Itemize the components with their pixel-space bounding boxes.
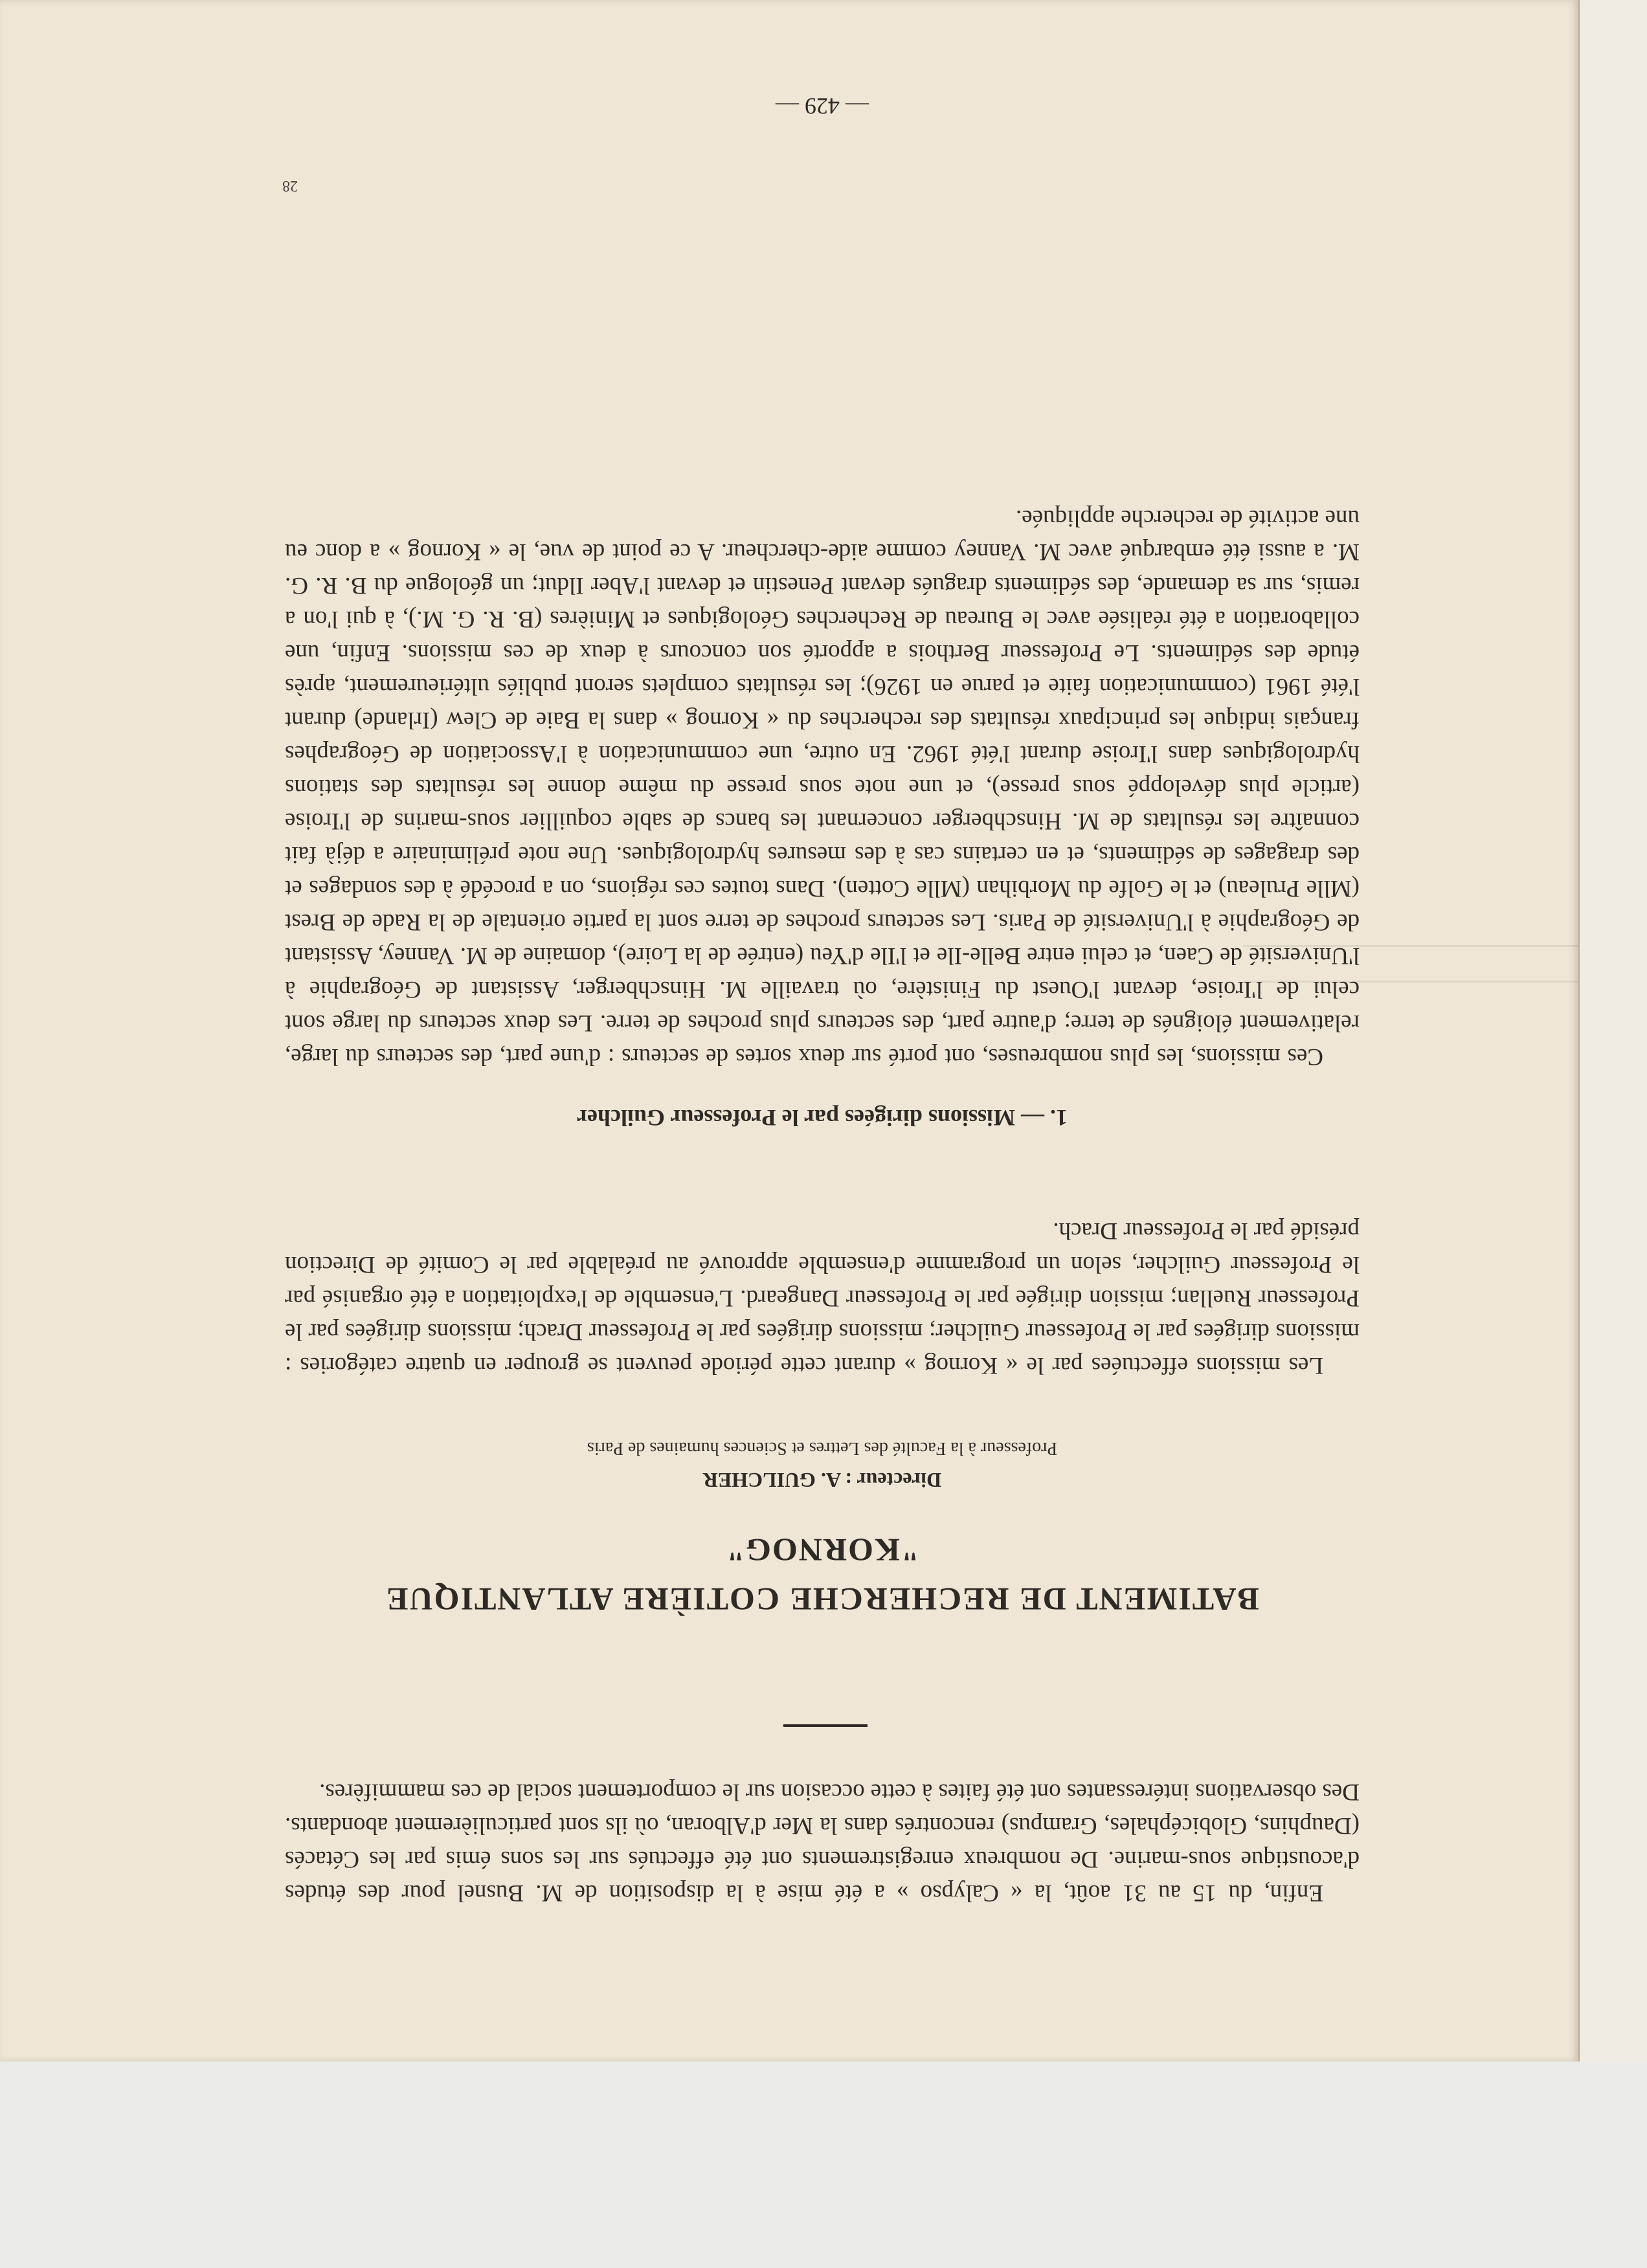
paragraph-intro: Les missions effectuées par le « Kornog » durant cette période peuvent se grouper en quatre catégories : missions dirigées par le Professeur Guilcher; missions dirigées par le Professeur Drach; missions dirigées par le Professeur Ruellan; mission dirigée par le Professeur Dangeard. L'ensemble de l'exploitation a été organisé par le Professeur Guilcher, selon un programme d'ensemble approuvé au préalable par le Comité de Direction présidé par le Professeur Drach. [285, 1217, 1360, 1379]
paragraph-missions: Ces missions, les plus nombreuses, ont porté sur deux sortes de secteurs : d'une part, des secteurs du large, relativement éloignés de terre; d'autre part, des secteurs plus proches de terre. Les deux secteurs du large sont celui de l'Iroise, devant l'Ouest du Finistère, où travaille M. Hinschberger, Assistant de Géographie à l'Université de Caen, et celui entre Belle-Ile et l'Ile d'Yeu (entrée de la Loire), domaine de M. Vanney, Assistant de Géographie à l'Université de Paris. Les secteurs proches de terre sont la partie orientale de la Rade de Brest (Mlle Pruleau) et le Golfe du Morbihan (Mlle Cotten). Dans toutes ces régions, on a procédé à des sondages et des dragages de sédiments, et en certains cas à des mesures hydrologiques. Une note préliminaire a déjà fait connaître les résultats de M. Hinschberger concernant les bancs de sable coquillier sous-marins de l'Iroise (article plus développé sous presse), et une note sous presse du même donne les résultats des stations hydrologiques dans l'Iroise durant l'été 1962. En outre, une communication à l'Association de Géographes français indique les principaux résultats des recherches du « Kornog » dans la Baie de Clew (Irlande) durant l'été 1961 (communication faite et parue en 1926); les résultats complets seront publiés ultérieurement, après étude des sédiments. Le Professeur Berthois a apporté son concours à deux de ces missions. Enfin, une collaboration a été réalisée avec le Bureau de Recherches Géologiques et Minières (B. R. G. M.), à qui l'on a remis, sur sa demande, des sédiments dragués devant Penestin et devant l'Aber Ildut; un géologue du B. R. G. M. a aussi été embarqué avec M. Vanney comme aide-chercheur. A ce point de vue, le « Kornog » a donc eu une activité de recherche appliquée. [285, 505, 1360, 1070]
title-line-2: "KORNOG" [725, 1532, 919, 1568]
page-number: — 429 — [776, 93, 869, 119]
reference-number: 28 [282, 177, 298, 194]
closing-paragraph-previous-section [285, 1775, 1360, 1909]
page-title [285, 1531, 1360, 1618]
section-rule [783, 1724, 868, 1727]
director-line: Directeur : A. GUILCHER [702, 1469, 942, 1492]
paper-edge-shadow [1578, 0, 1647, 2062]
intro-block [285, 1214, 1360, 1382]
scanner-background [0, 2062, 1647, 2268]
affiliation-line: Professeur à la Faculté des Lettres et Sciences humaines de Paris [587, 1438, 1058, 1458]
section-body [285, 501, 1360, 1073]
title-line-1: BATIMENT DE RECHERCHE COTIÈRE ATLANTIQUE [385, 1581, 1259, 1618]
paragraph-calypso: Enfin, du 15 au 31 août, la « Calypso » a été mise à la disposition de M. Busnel pour des études d'acoustique sous-marine. De nombreux enregistrements ont été effectués sur les sons émis par les Cétacés (Dauphins, Globicéphales, Grampus) rencontrés dans la Mer d'Alboran, où ils sont particulièrement abondants. Des observations intéressantes ont été faites à cette occasion sur le comportement social de ces mammifères. [285, 1779, 1360, 1906]
section-heading: 1. — Missions dirigées par le Professeur Guilcher [577, 1105, 1068, 1131]
document-page [282, 78, 1360, 1929]
